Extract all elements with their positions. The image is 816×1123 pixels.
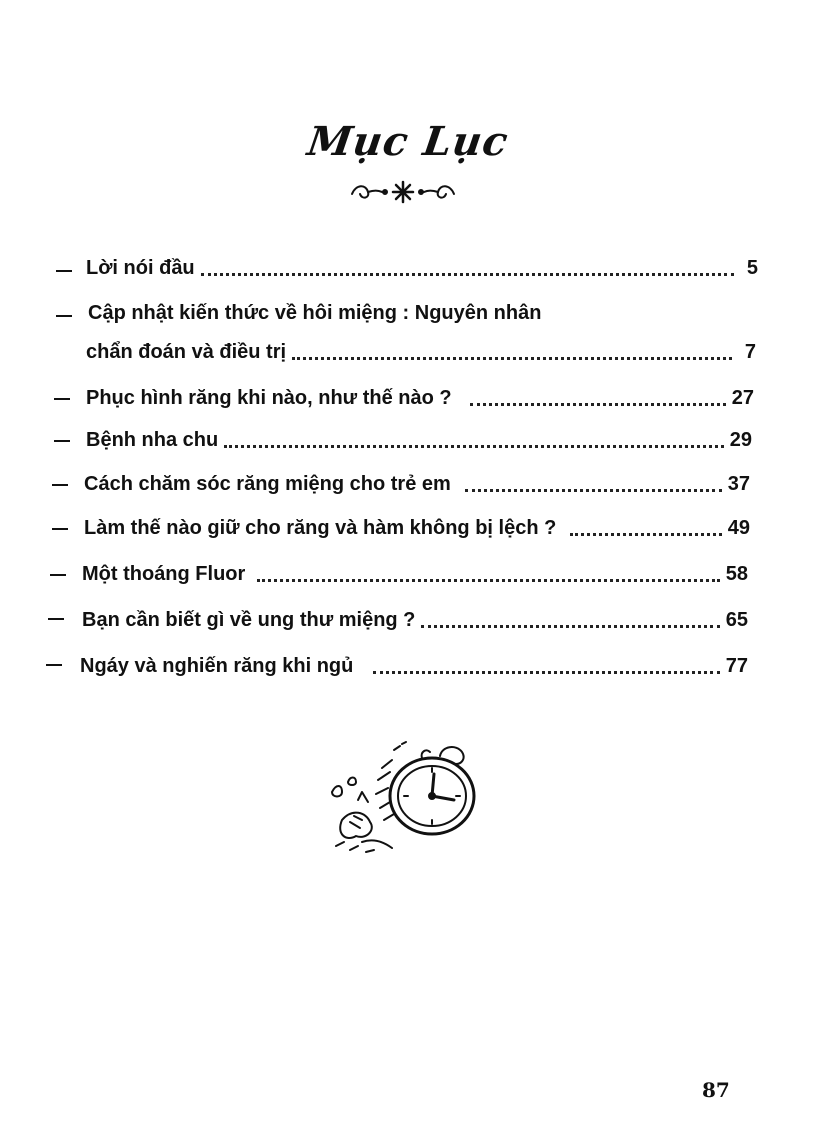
list-dash	[54, 440, 70, 442]
list-dash	[46, 664, 62, 666]
toc-entry-page: 29	[729, 429, 752, 451]
page-number: 87	[702, 1078, 730, 1102]
dot-leader	[201, 273, 734, 276]
toc-entry-title: Làm thế nào giữ cho răng và hàm không bị lệch ?	[84, 517, 557, 539]
dot-leader	[570, 533, 721, 536]
list-dash	[52, 484, 68, 486]
list-dash	[50, 574, 66, 576]
toc-entry[interactable]	[84, 516, 750, 540]
list-dash	[52, 528, 68, 530]
dot-leader	[465, 489, 722, 492]
toc-entry-title: Lời nói đầu	[86, 257, 195, 279]
toc-entry[interactable]	[86, 256, 758, 280]
floral-ornament-icon	[348, 178, 458, 204]
toc-entry-title: Bệnh nha chu	[86, 429, 219, 451]
page-title: Mục Lục	[304, 118, 512, 165]
toc-entry-title: Phục hình răng khi nào, như thế nào ?	[86, 387, 452, 409]
toc-entry[interactable]	[86, 340, 756, 364]
dot-leader	[292, 357, 732, 360]
toc-entry-page: 37	[727, 473, 750, 495]
toc-entry[interactable]	[82, 608, 748, 632]
toc-entry[interactable]	[86, 428, 752, 452]
dot-leader	[373, 671, 719, 674]
toc-entry-title-line2: chẩn đoán và điều trị	[86, 341, 287, 363]
toc-entry-title: Cách chăm sóc răng miệng cho trẻ em	[84, 473, 451, 495]
list-dash	[56, 315, 72, 317]
toc-entry-title: Một thoáng Fluor	[82, 563, 246, 585]
toc-entry-page: 27	[731, 387, 754, 409]
toc-entry-page: 77	[725, 655, 748, 677]
toc-entry-title: Ngáy và nghiến răng khi ngủ	[80, 655, 354, 677]
dot-leader	[257, 579, 719, 582]
ringing-alarm-clock-icon	[322, 738, 490, 858]
list-dash	[48, 618, 64, 620]
toc-entry-page: 7	[744, 341, 756, 363]
dot-leader	[421, 625, 719, 628]
dot-leader	[224, 445, 724, 448]
toc-entry-page: 58	[725, 563, 748, 585]
toc-entry-page: 65	[725, 609, 748, 631]
list-dash	[54, 398, 70, 400]
toc-entry-title: Bạn cần biết gì về ung thư miệng ?	[82, 609, 416, 631]
toc-entry-title-line1: Cập nhật kiến thức về hôi miệng : Nguyên nhân	[88, 302, 542, 324]
toc-entry[interactable]	[86, 386, 754, 410]
toc-entry[interactable]	[82, 562, 748, 586]
dot-leader	[470, 403, 726, 406]
toc-entry-page: 49	[727, 517, 750, 539]
list-dash	[56, 270, 72, 272]
toc-entry-page: 5	[746, 257, 758, 279]
toc-entry[interactable]	[84, 472, 750, 496]
toc-entry[interactable]	[80, 654, 748, 678]
